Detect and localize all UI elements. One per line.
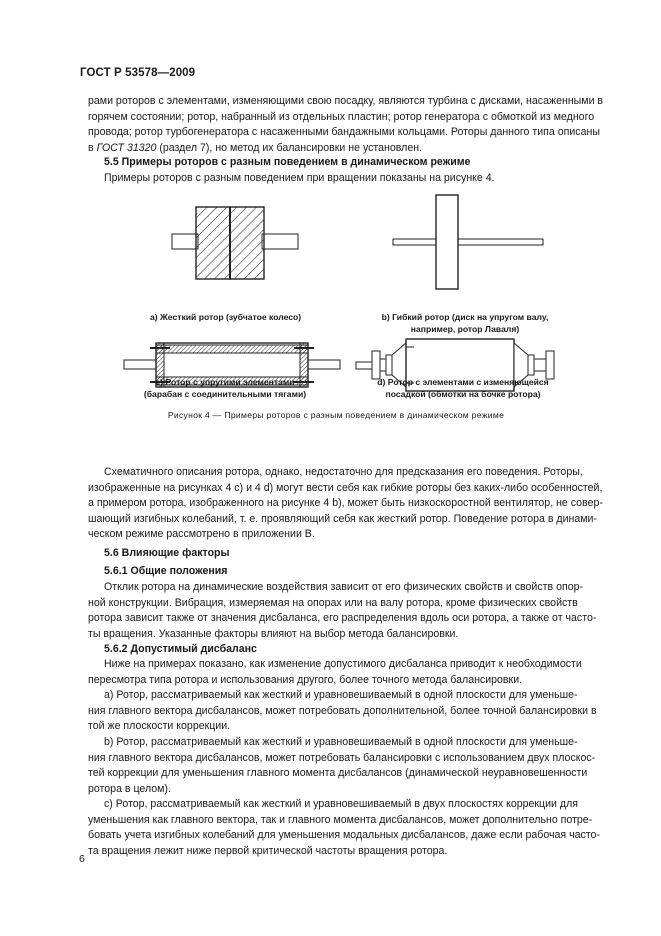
text-line: пересмотра типа ротора и использования другого, более точного метода балансировки. xyxy=(88,673,523,686)
figure-caption-a: а) Жесткий ротор (зубчатое колесо) xyxy=(150,312,302,322)
paragraph-intro xyxy=(88,94,604,156)
text-line: а примером ротора, изображенного на рисунке 4 b), может быть низкоскоростной вентилятор, не совер- xyxy=(88,497,603,510)
standard-reference-link[interactable]: ГОСТ 31320 xyxy=(96,141,157,154)
document-header: ГОСТ Р 53578—2009 xyxy=(80,67,196,79)
text-line: Примеры роторов с разным поведением при вращении показаны на рисунке 4. xyxy=(104,172,495,184)
section-heading-5-6-2: 5.6.2 Допустимый дисбаланс xyxy=(104,643,257,655)
figure-caption-b xyxy=(370,311,560,335)
text-line: ной конструкции. Вибрация, измеряемая на опорах или на валу ротора, кроме физических свойств xyxy=(88,596,578,609)
paragraph-5-6-2 xyxy=(88,657,584,688)
caption-line: посадкой (обмотки на бочке ротора) xyxy=(385,389,541,399)
text-line: ческом режиме рассмотрено в приложении В. xyxy=(88,528,315,541)
figure-caption-c xyxy=(130,376,320,400)
text-line: уменьшения как главного вектора, так и главного момента дисбалансов, может дополнительно потре- xyxy=(88,813,593,826)
text-line: горячем состоянии; ротор, набранный из отдельных пластин; ротор генератора с обмоткой из медного xyxy=(88,110,595,123)
text-line: ния главного вектора дисбалансов, может потребовать балансировки с использованием двух плоскос- xyxy=(88,751,596,764)
caption-line: с) Ротор с упругими элементами xyxy=(155,377,295,387)
list-item-b xyxy=(88,735,596,797)
text-line: Ниже на примерах показано, как изменение допустимого дисбаланса приводит к необходимости xyxy=(104,658,582,670)
paragraph-5-6-1 xyxy=(88,580,597,642)
text-line: той же плоскости коррекции. xyxy=(88,720,231,733)
flexible-rotor-drawing xyxy=(393,195,543,289)
text-line: b) Ротор, рассматриваемый как жесткий и уравновешиваемый в одной плоскости для уменьше- xyxy=(104,736,578,748)
text-fragment: в xyxy=(88,141,97,154)
text-fragment: (раздел 7), но метод их балансировки не установлен. xyxy=(156,141,423,154)
paragraph-schema xyxy=(88,465,603,543)
text-line: бовать учета изгибных колебаний для уменьшения модальных дисбалансов, даже если рабочая часто- xyxy=(88,829,600,842)
figure-4-drawing xyxy=(110,185,560,405)
text-line: Отклик ротора на динамические воздействия зависит от его физических свойств и свойств опор- xyxy=(104,581,584,593)
list-item-a xyxy=(88,688,597,735)
text-line: тей коррекции для уменьшения главного момента дисбалансов (динамической неуравновешенности xyxy=(88,767,588,780)
text-line xyxy=(88,141,584,157)
figure-caption-d xyxy=(363,376,563,400)
list-item-c xyxy=(88,797,600,859)
section-heading-5-5: 5.5 Примеры роторов с разным поведением в динамическом режиме xyxy=(104,156,471,168)
section-heading-5-6: 5.6 Влияющие факторы xyxy=(104,547,230,559)
text-line: ния главного вектора дисбалансов, может потребовать дополнительной, более точной балансировки в xyxy=(88,704,597,717)
caption-line: b) Гибкий ротор (диск на упругом валу, xyxy=(381,312,549,322)
text-line: изображенные на рисунках 4 с) и 4 d) могут вести себя как гибкие роторы без каких-либо особенностей, xyxy=(88,481,603,494)
text-line: та вращения лежит ниже первой критической частоты вращения ротора. xyxy=(88,844,448,857)
text-line: а) Ротор, рассматриваемый как жесткий и уравновешиваемый в одной плоскости для уменьше- xyxy=(104,689,578,701)
text-line: провода; ротор турбогенератора с насаженными бандажными кольцами. Роторы данного типа описаны xyxy=(88,126,600,139)
text-line: Схематичного описания ротора, однако, недостаточно для предсказания его поведения. Роторы, xyxy=(104,466,583,478)
caption-line: например, ротор Лаваля) xyxy=(410,324,520,334)
rigid-rotor-drawing xyxy=(172,207,298,279)
caption-line: d) Ротор с элементами с изменяющейся xyxy=(377,377,549,387)
section-heading-5-6-1: 5.6.1 Общие положения xyxy=(104,565,228,577)
text-line: рами роторов с элементами, изменяющими свою посадку, являются турбина с дисками, насаженными в xyxy=(88,95,604,107)
text-line: ротора в целом). xyxy=(88,782,171,795)
caption-line: (барабан с соединительными тягами) xyxy=(143,389,307,399)
page-number: 6 xyxy=(79,853,85,865)
text-line: ротора зависит также от значения дисбаланса, его распределения вдоль оси ротора, а также от часто- xyxy=(88,612,597,625)
text-line: с) Ротор, рассматриваемый как жесткий и уравновешиваемый в двух плоскостях коррекции для xyxy=(104,798,578,810)
text-line: ты вращения. Указанные факторы влияют на выбор метода балансировки. xyxy=(88,627,459,640)
text-line: шающий изгибных колебаний, т. е. проявляющий себя как жесткий ротор. Поведение ротора в динами- xyxy=(88,512,597,525)
figure-title: Рисунок 4 — Примеры роторов с разным поведением в динамическом режиме xyxy=(167,410,505,420)
